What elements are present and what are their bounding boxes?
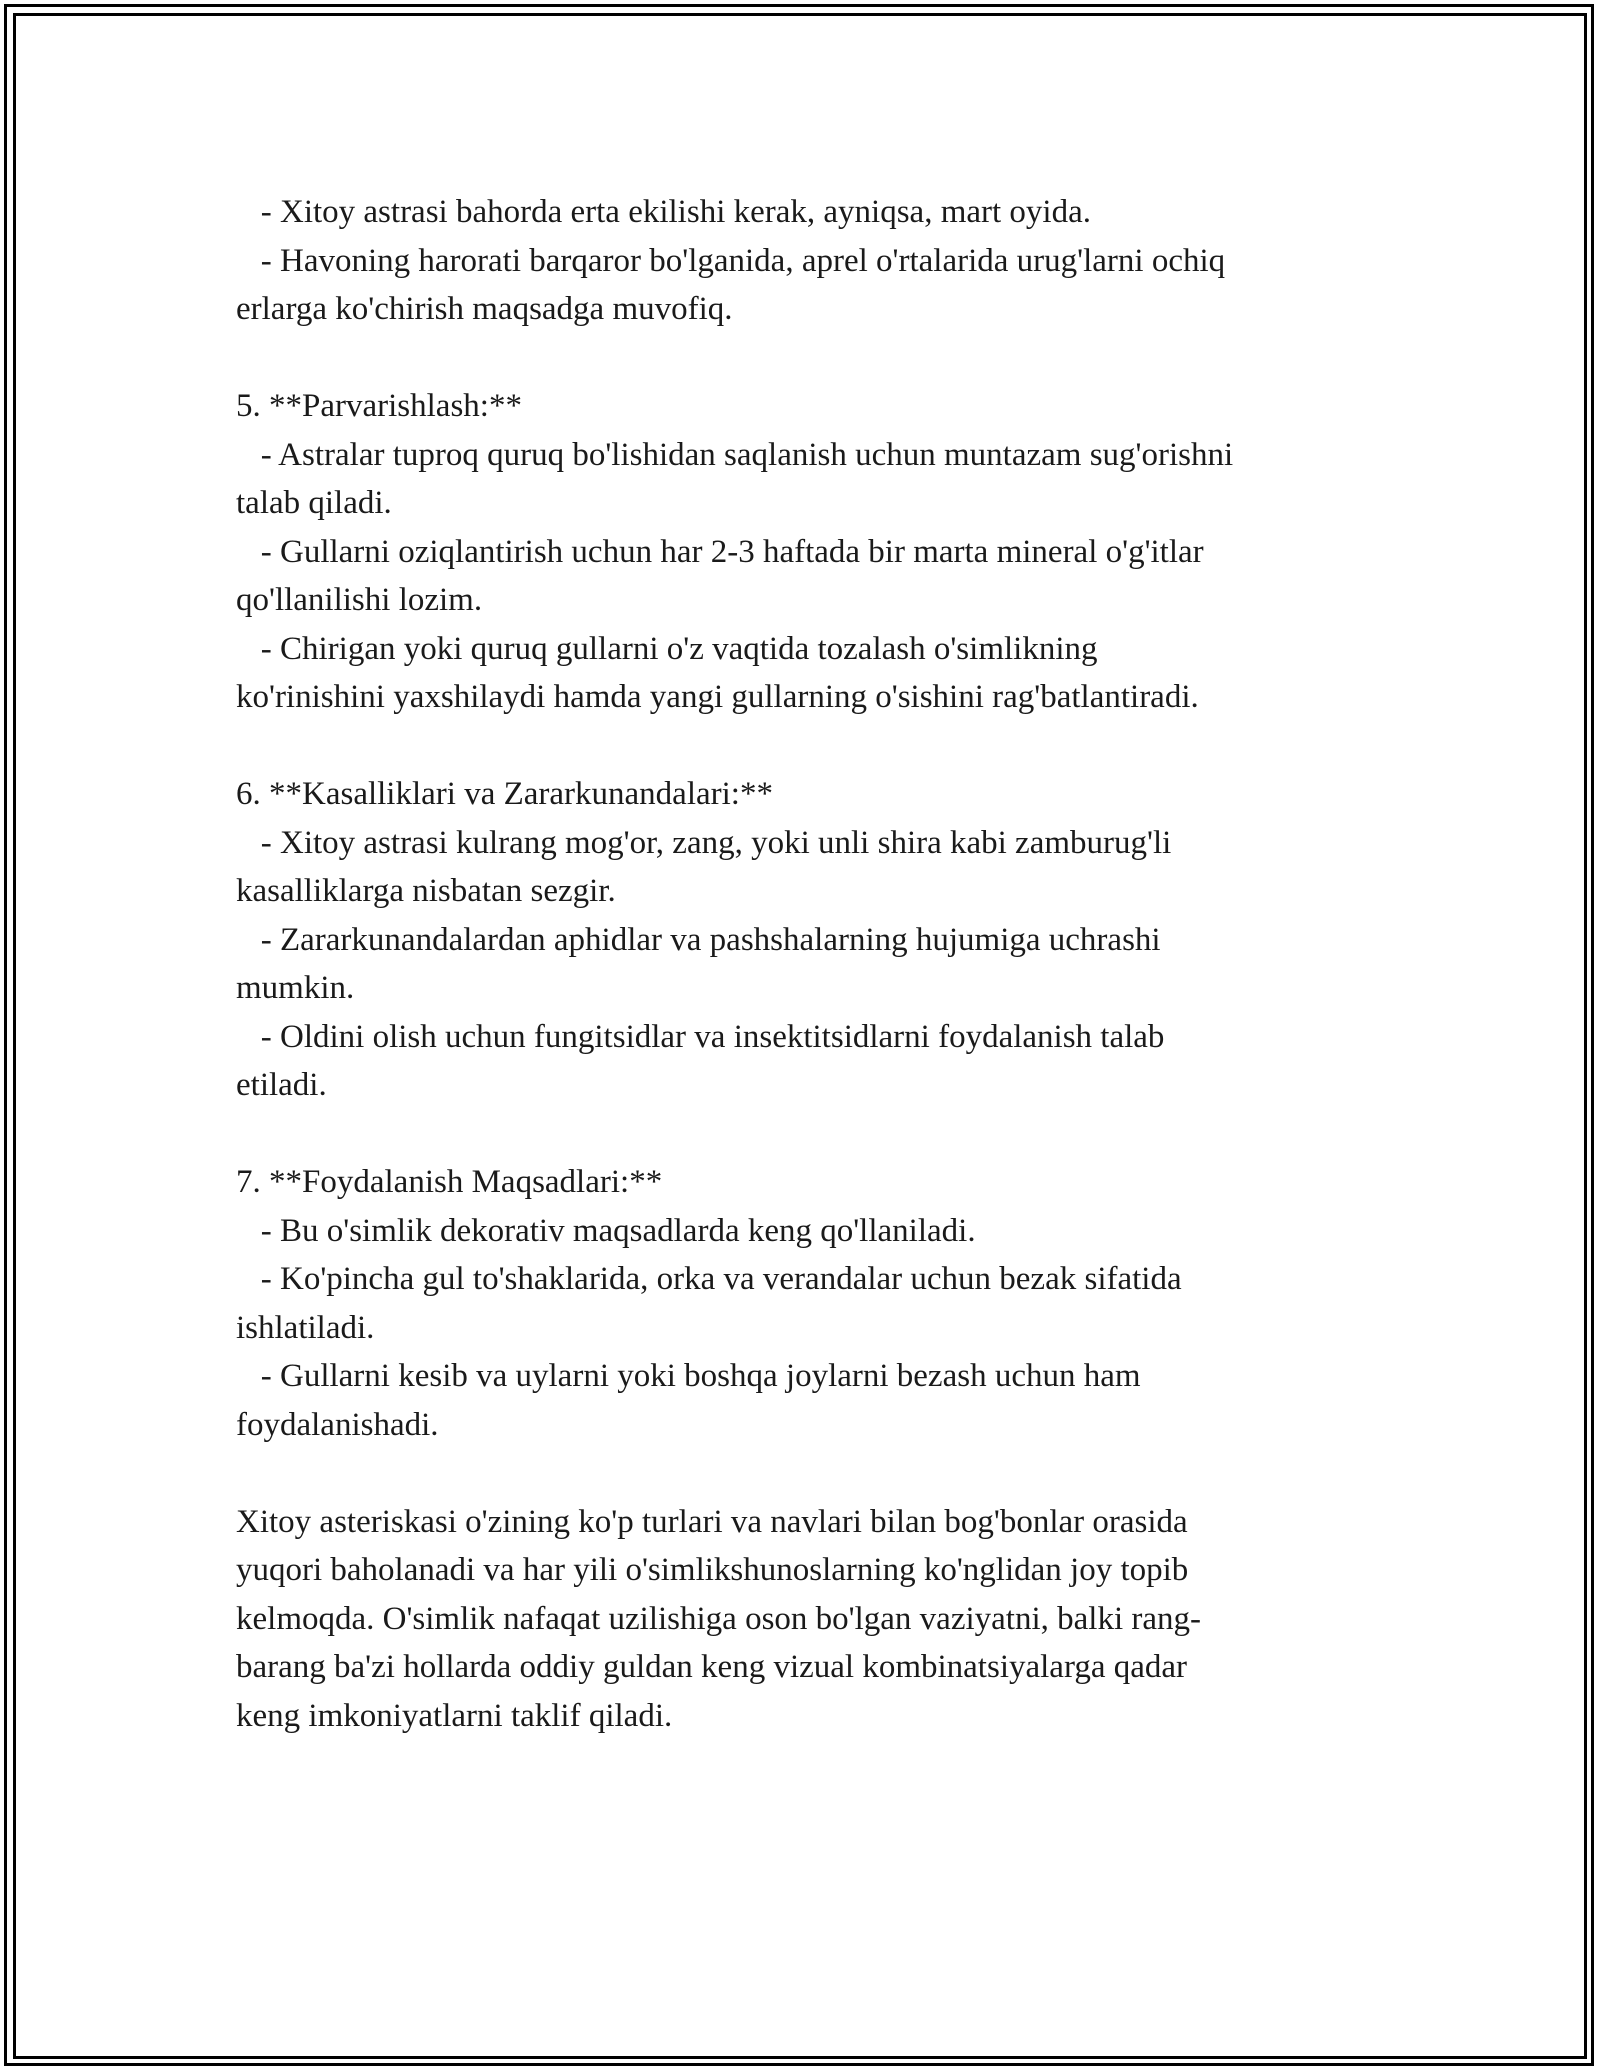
document-body — [236, 188, 1366, 1740]
text-line: - Astralar tuproq quruq bo'lishidan saqlanish uchun muntazam sug'orishni — [236, 436, 1234, 473]
text-line: mumkin. — [236, 970, 355, 1006]
text-line: - Gullarni oziqlantirish uchun har 2-3 haftada bir marta mineral o'g'itlar — [236, 533, 1204, 570]
section-heading: 6. **Kasalliklari va Zararkunandalari:** — [236, 776, 773, 812]
text-line: foydalanishadi. — [236, 1406, 439, 1443]
text-line: kelmoqda. O'simlik nafaqat uzilishiga oson bo'lgan vaziyatni, balki rang- — [236, 1600, 1201, 1637]
text-line: - Xitoy astrasi bahorda erta ekilishi kerak, ayniqsa, mart oyida. — [236, 194, 1091, 230]
text-line: - Ko'pincha gul to'shaklarida, orka va verandalar uchun bezak sifatida — [236, 1261, 1182, 1297]
text-line: erlarga ko'chirish maqsadga muvofiq. — [236, 291, 733, 327]
paragraph-gap — [236, 1449, 1366, 1498]
text-line: - Chirigan yoki quruq gullarni o'z vaqtida tozalash o'simlikning — [236, 630, 1098, 667]
text-line: - Havoning harorati barqaror bo'lganida, aprel o'rtalarida urug'larni ochiq — [236, 242, 1226, 279]
text-line: ishlatiladi. — [236, 1309, 375, 1346]
paragraph-gap — [236, 722, 1366, 771]
text-line: keng imkoniyatlarni taklif qiladi. — [236, 1697, 673, 1734]
text-line: barang ba'zi hollarda oddiy guldan keng vizual kombinatsiyalarga qadar — [236, 1649, 1188, 1685]
section-heading: 5. **Parvarishlash:** — [236, 388, 522, 424]
text-line: etiladi. — [236, 1067, 327, 1103]
text-line: talab qiladi. — [236, 485, 392, 521]
text-line: Xitoy asteriskasi o'zining ko'p turlari va navlari bilan bog'bonlar orasida — [236, 1503, 1188, 1540]
text-line: qo'llanilishi lozim. — [236, 582, 483, 618]
text-line: - Oldini olish uchun fungitsidlar va insektitsidlarni foydalanish talab — [236, 1018, 1165, 1055]
paragraph-gap — [236, 334, 1366, 383]
text-line: - Xitoy astrasi kulrang mog'or, zang, yoki unli shira kabi zamburug'li — [236, 824, 1172, 861]
section-heading: 7. **Foydalanish Maqsadlari:** — [236, 1164, 663, 1200]
text-line: - Bu o'simlik dekorativ maqsadlarda keng qo'llaniladi. — [236, 1212, 976, 1249]
text-line: - Zararkunandalardan aphidlar va pashshalarning hujumiga uchrashi — [236, 921, 1161, 958]
text-line: - Gullarni kesib va uylarni yoki boshqa joylarni bezash uchun ham — [236, 1358, 1141, 1394]
paragraph-gap — [236, 1110, 1366, 1159]
text-line: yuqori baholanadi va har yili o'simlikshunoslarning ko'nglidan joy topib — [236, 1552, 1189, 1588]
text-line: kasalliklarga nisbatan sezgir. — [236, 873, 616, 909]
text-line: ko'rinishini yaxshilaydi hamda yangi gullarning o'sishini rag'batlantiradi. — [236, 679, 1199, 715]
